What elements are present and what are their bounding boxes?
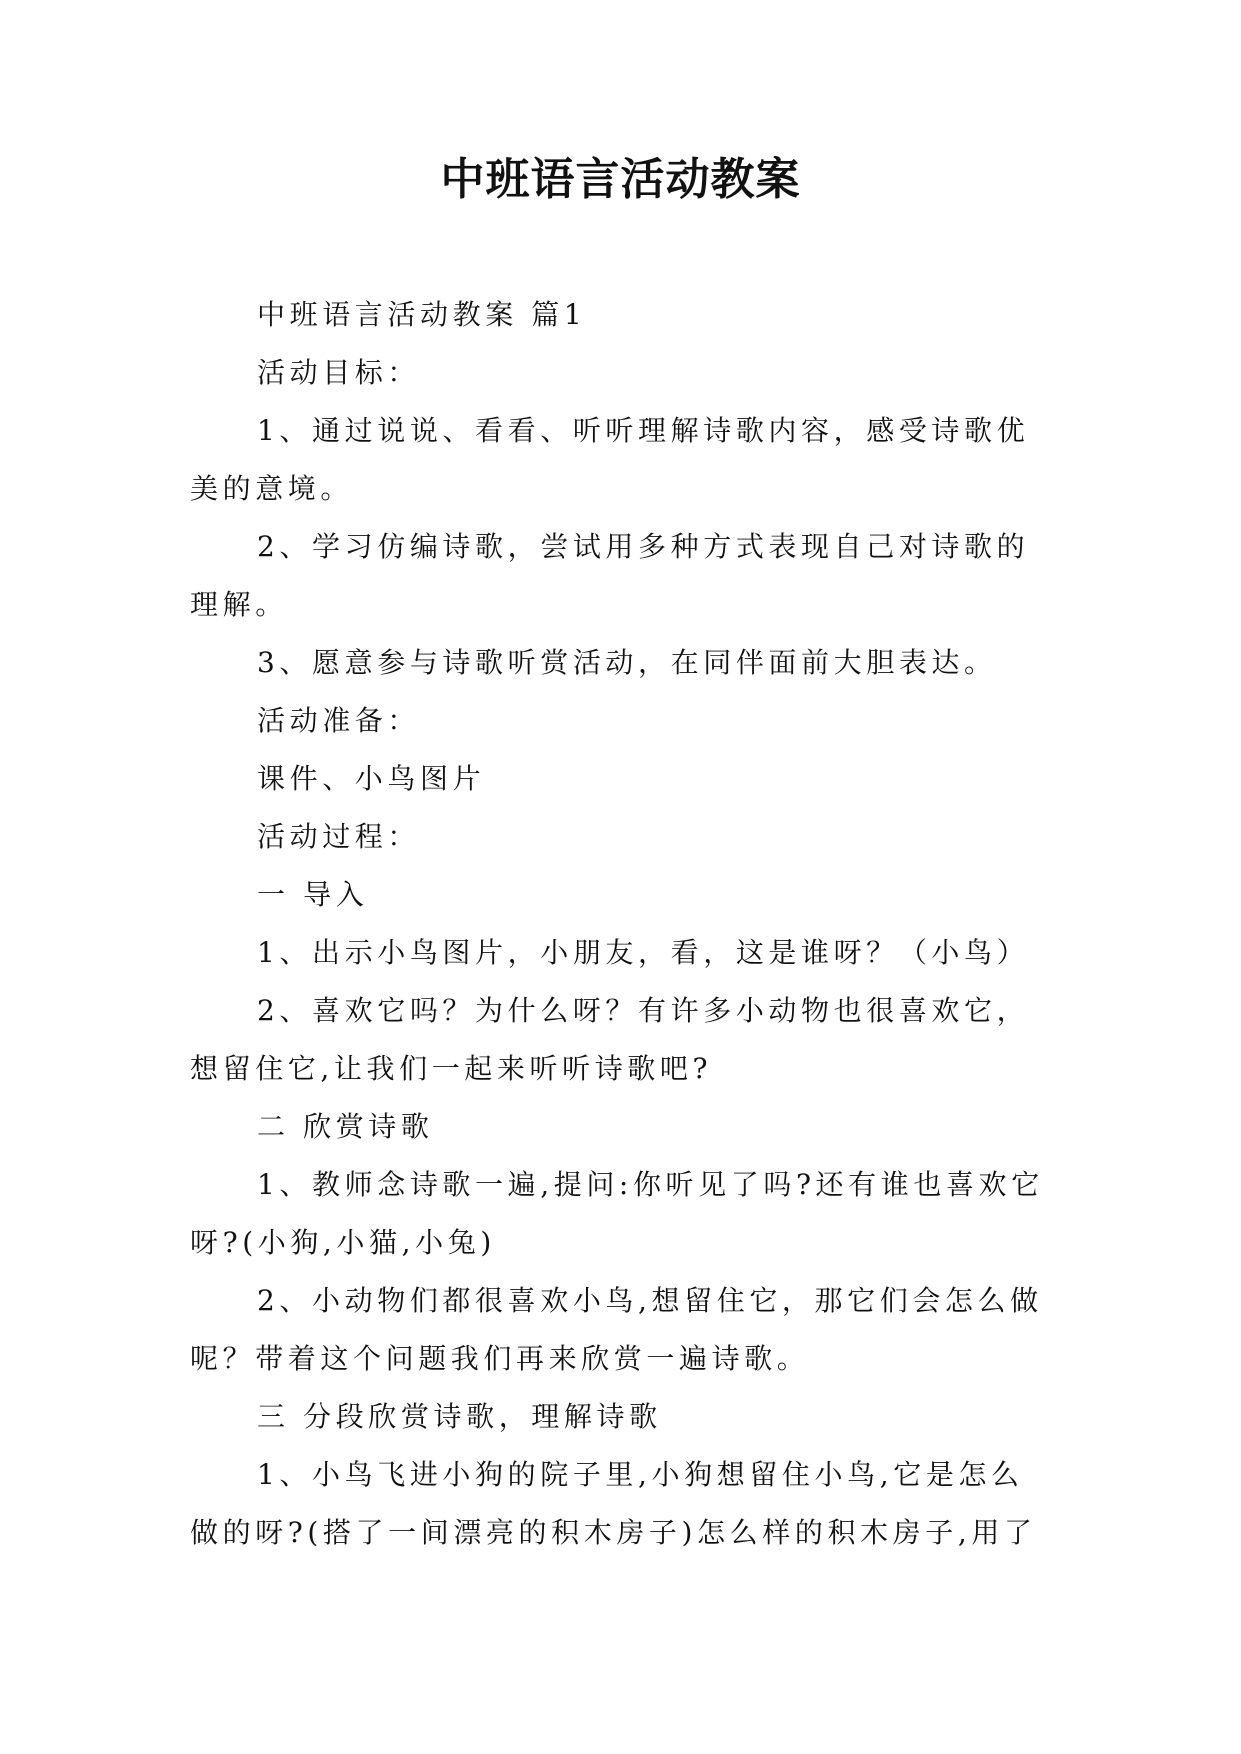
paragraph (190, 866, 1050, 924)
text-line: 1、小鸟飞进小狗的院子里,小狗想留住小鸟,它是怎么 (257, 1458, 1024, 1491)
text-line: 活动目标： (257, 356, 421, 389)
text-line: 2、小动物们都很喜欢小鸟,想留住它，那它们会怎么做 (257, 1284, 1043, 1317)
text-line: 三 分段欣赏诗歌，理解诗歌 (257, 1400, 662, 1433)
text-line: 活动过程： (257, 820, 421, 853)
text-line: 呢？带着这个问题我们再来欣赏一遍诗歌。 (190, 1342, 810, 1375)
paragraph (190, 1388, 1050, 1446)
text-line: 做的呀?(搭了一间漂亮的积木房子)怎么样的积木房子,用了 (190, 1516, 1037, 1549)
text-line: 呀?(小狗,小猫,小兔) (190, 1226, 496, 1259)
document-title: 中班语言活动教案 (440, 154, 801, 205)
text-line: 2、学习仿编诗歌，尝试用多种方式表现自己对诗歌的 (257, 530, 1030, 563)
paragraph (190, 286, 1050, 344)
paragraph (190, 1098, 1050, 1156)
text-line: 二 欣赏诗歌 (257, 1110, 434, 1143)
text-line: 活动准备： (257, 704, 421, 737)
text-line: 3、愿意参与诗歌听赏活动，在同伴面前大胆表达。 (257, 646, 997, 679)
paragraph (190, 402, 1050, 518)
text-line: 课件、小鸟图片 (257, 762, 486, 795)
text-line: 1、通过说说、看看、听听理解诗歌内容，感受诗歌优 (257, 414, 1030, 447)
text-line: 中班语言活动教案 篇1 (257, 298, 587, 331)
text-line: 一 导入 (257, 878, 369, 911)
paragraph (190, 750, 1050, 808)
paragraph (190, 634, 1050, 692)
paragraph (190, 1446, 1050, 1562)
paragraph (190, 1272, 1050, 1388)
text-line: 想留住它,让我们一起来听听诗歌吧? (190, 1052, 713, 1085)
paragraph (190, 808, 1050, 866)
text-line: 1、教师念诗歌一遍,提问:你听见了吗?还有谁也喜欢它 (257, 1168, 1044, 1201)
paragraph (190, 924, 1050, 982)
paragraph (190, 518, 1050, 634)
document-body (190, 286, 1050, 1562)
text-line: 理解。 (190, 588, 288, 621)
text-line: 美的意境。 (190, 472, 354, 505)
text-line: 1、出示小鸟图片，小朋友，看，这是谁呀？（小鸟） (257, 936, 1030, 969)
paragraph (190, 344, 1050, 402)
paragraph (190, 692, 1050, 750)
text-line: 2、喜欢它吗？为什么呀？有许多小动物也很喜欢它， (257, 994, 1030, 1027)
paragraph (190, 1156, 1050, 1272)
paragraph (190, 982, 1050, 1098)
